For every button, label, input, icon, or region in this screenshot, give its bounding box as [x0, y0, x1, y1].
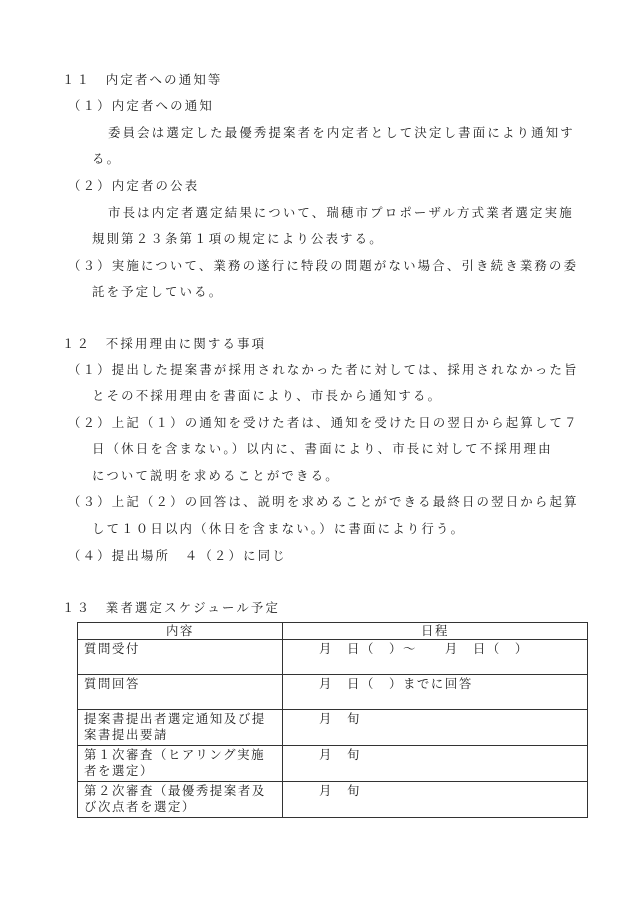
section-11-item-3-text: （３）実施について、業務の遂行に特段の問題がない場合、引き続き業務の委 [68, 258, 579, 273]
table-row [78, 675, 588, 710]
section-12-item-4-text: （４）提出場所 ４（２）に同じ [68, 548, 287, 563]
section-11-item-2-text: 市長は内定者選定結果について、瑞穂市プロポーザル方式業者選定実施 [108, 205, 574, 220]
schedule-date-cell: 月 日（ ）～ 月 日（ ） [283, 640, 588, 675]
schedule-date-cell: 月 旬 [283, 782, 588, 818]
section-12-item-2-text-cont-2: について説明を求めることができる。 [92, 468, 340, 483]
section-12-item-1-text: （１）提出した提案書が採用されなかった者に対しては、採用されなかった旨 [68, 362, 579, 377]
section-12-item-1-text-cont: とその不採用理由を書面により、市長から通知する。 [92, 388, 443, 403]
section-11-heading: １１ 内定者への通知等 [62, 72, 223, 87]
table-row [78, 710, 588, 746]
section-11-item-1-label: （１）内定者への通知 [68, 98, 214, 113]
schedule-content-cell: 第１次審査（ヒアリング実施者を選定） [78, 746, 283, 782]
section-11-item-3-text-cont: 託を予定している。 [92, 284, 224, 299]
schedule-content-cell: 質問受付 [78, 640, 283, 675]
section-11-item-2-label: （２）内定者の公表 [68, 178, 200, 193]
schedule-table [77, 622, 588, 818]
section-13-heading: １３ 業者選定スケジュール予定 [62, 600, 281, 615]
schedule-date-cell: 月 日（ ）までに回答 [283, 675, 588, 710]
section-11-item-1-text: 委員会は選定した最優秀提案者を内定者として決定し書面により通知す [108, 125, 575, 140]
table-row [78, 640, 588, 675]
schedule-table-header-row [78, 623, 588, 640]
schedule-content-cell: 提案書提出者選定通知及び提案書提出要請 [78, 710, 283, 746]
table-row [78, 782, 588, 818]
section-12-item-2-text: （２）上記（１）の通知を受けた者は、通知を受けた日の翌日から起算して７ [68, 415, 579, 430]
schedule-date-cell: 月 旬 [283, 746, 588, 782]
schedule-header-content: 内容 [78, 623, 283, 640]
schedule-content-cell: 質問回答 [78, 675, 283, 710]
schedule-header-date: 日程 [283, 623, 588, 640]
table-row [78, 746, 588, 782]
schedule-date-cell: 月 旬 [283, 710, 588, 746]
section-12-item-3-text-cont: して１０日以内（休日を含まない。）に書面により行う。 [92, 521, 466, 536]
section-12-item-3-text: （３）上記（２）の回答は、説明を求めることができる最終日の翌日から起算 [68, 494, 579, 509]
schedule-content-cell: 第２次審査（最優秀提案者及び次点者を選定） [78, 782, 283, 818]
section-11-item-2-text-cont: 規則第２３条第１項の規定により公表する。 [92, 231, 384, 246]
section-11-item-1-text-cont: る。 [92, 151, 122, 166]
section-12-item-2-text-cont-1: 日（休日を含まない。）以内に、書面により、市長に対して不採用理由 [92, 441, 553, 456]
section-12-heading: １２ 不採用理由に関する事項 [62, 336, 267, 351]
